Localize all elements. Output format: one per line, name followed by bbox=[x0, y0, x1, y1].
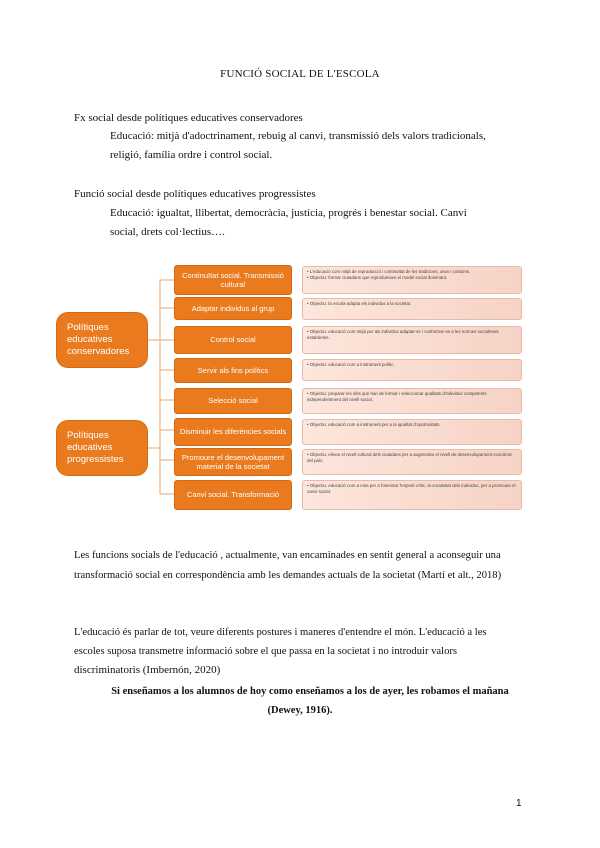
function-description: • Objectiu: la escola adapta els individus a la societat. bbox=[302, 298, 522, 320]
page-title: FUNCIÓ SOCIAL DE L'ESCOLA bbox=[220, 68, 380, 80]
function-description: • Objectiu: educació com a instrument per a la igualtat d'oportunitats. bbox=[302, 419, 522, 445]
quote-line: Si enseñamos a los alumnos de hoy como enseñamos a los de ayer, les robamos el mañana bbox=[111, 686, 509, 697]
progressive-text-line: social, drets col·lectius…. bbox=[110, 226, 225, 238]
paragraph-line: transformació social en correspondència amb les demandes actuals de la societat (Martí et alt., 2018) bbox=[74, 570, 502, 581]
conservative-text-line: Educació: mitjà d'adoctrinament, rebuig al canvi, transmissió dels valors tradicionals, bbox=[110, 130, 486, 142]
left-node-progressive: Polítiques educatives progressistes bbox=[56, 420, 148, 476]
paragraph-line: discriminatoris (Imbernón, 2020) bbox=[74, 664, 221, 676]
function-control: Control social bbox=[174, 326, 292, 354]
progressive-text-line: Educació: igualtat, llibertat, democràcia, justícia, progrés i benestar social. Canvi bbox=[110, 207, 467, 219]
function-description: • Objectiu: elevar el nivell cultural dels ciutadans per a augmentar el nivell de desenvolupament econòmic del país. bbox=[302, 449, 522, 475]
function-description: • Objectiu: preparar les elits que han de formar i seleccionar qualitats d'individus competents independentment del nivell social. bbox=[302, 388, 522, 414]
conservative-heading: Fx social desde polítiques educatives conservadores bbox=[74, 112, 303, 124]
function-description: • L'educació com mitjà de reproducció i continuïtat de les tradicions, usos i costums. • Objectiu: formar ciutadans que reprodueixen el model social dominant. bbox=[302, 266, 522, 294]
function-servir: Servir als fins polítics bbox=[174, 358, 292, 383]
conservative-text-line: religió, família ordre i control social. bbox=[110, 149, 273, 161]
paragraph-line: Les funcions socials de l'educació , actualmente, van encaminades en sentit general a aconseguir una bbox=[74, 550, 501, 561]
function-description: • Objectiu: educació com a eina per a fomentar l'esperit crític, la creativitat dels individus, per a promoure el canvi social. bbox=[302, 480, 522, 510]
social-functions-diagram bbox=[56, 262, 528, 524]
function-continuitat: Continuïtat social. Transmissió cultural bbox=[174, 265, 292, 295]
paragraph-line: L'educació és parlar de tot, veure diferents postures i maneres d'entendre el món. L'educació a les bbox=[74, 627, 487, 638]
function-description: • Objectiu: educació com a instrument polític. bbox=[302, 359, 522, 381]
page-number: 1 bbox=[516, 798, 522, 809]
progressive-heading: Funció social desde polítiques educatives progressistes bbox=[74, 188, 316, 200]
function-seleccio: Selecció social bbox=[174, 388, 292, 414]
function-canvi: Canvi social. Transformació bbox=[174, 480, 292, 510]
function-adaptar: Adaptar individus al grup bbox=[174, 297, 292, 320]
function-promoure: Promoure el desenvolupament material de la societat bbox=[174, 448, 292, 476]
quote-citation: (Dewey, 1916). bbox=[267, 705, 333, 716]
left-node-conservative: Polítiques educatives conservadores bbox=[56, 312, 148, 368]
function-disminuir: Disminuir les diferències socials bbox=[174, 418, 292, 446]
function-description: • Objectiu: educació com mitjà per als individus adaptar-se i conformar-se a les normes socialment establertes. bbox=[302, 326, 522, 354]
paragraph-line: escoles suposa transmetre informació sobre el que passa en la societat i no introduir valors bbox=[74, 646, 458, 657]
